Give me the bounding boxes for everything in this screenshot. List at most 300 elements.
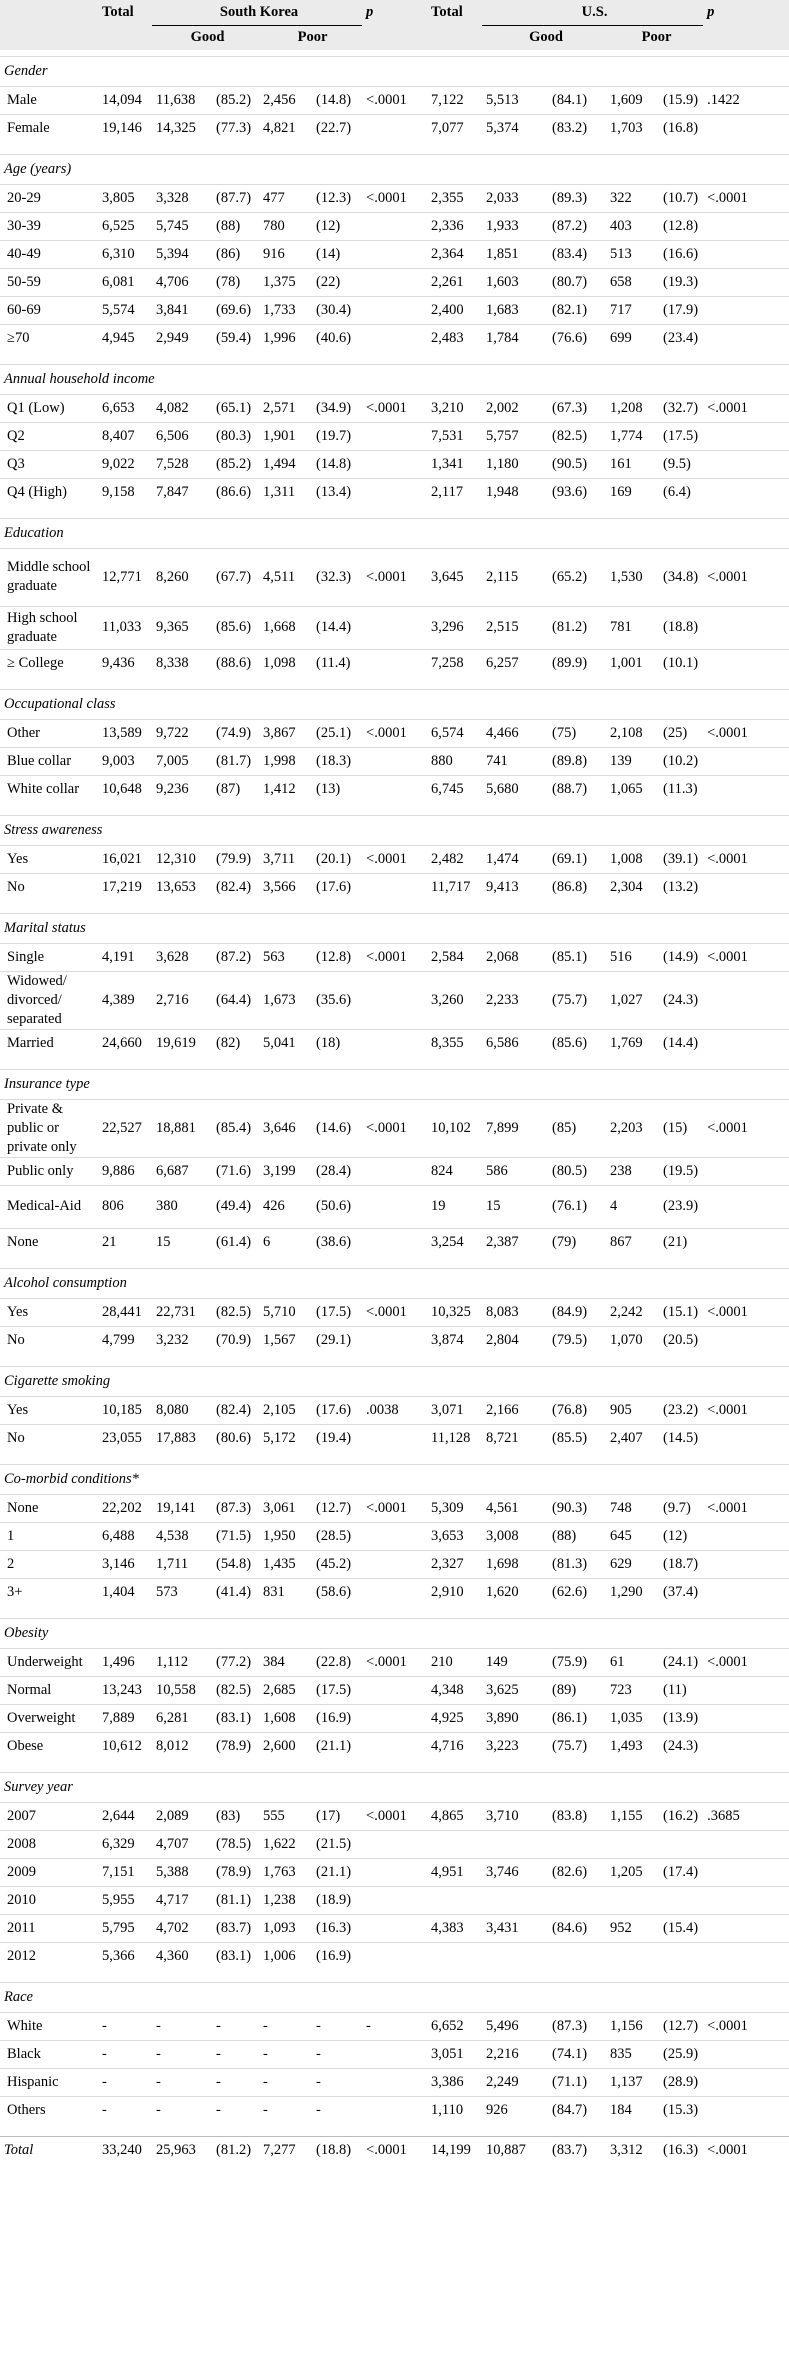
- table-cell: [427, 1830, 482, 1858]
- table-cell: 1,673: [259, 971, 312, 1029]
- table-cell: (85.1): [548, 943, 606, 971]
- table-cell: 477: [259, 184, 312, 212]
- table-cell: 4,360: [152, 1942, 212, 1970]
- table-cell: 426: [259, 1185, 312, 1228]
- table-cell: 2,105: [259, 1396, 312, 1424]
- table-cell: (18.7): [659, 1550, 703, 1578]
- table-cell: (49.4): [212, 1185, 259, 1228]
- table-body: [0, 50, 789, 2164]
- table-cell: -: [152, 2068, 212, 2096]
- table-cell: 5,496: [482, 2012, 548, 2040]
- spacer-cell: [0, 1057, 789, 1069]
- table-cell: 17,219: [98, 873, 152, 901]
- table-cell: (11.3): [659, 775, 703, 803]
- table-cell: [703, 1522, 789, 1550]
- table-cell: 629: [606, 1550, 659, 1578]
- table-cell: 1,404: [98, 1578, 152, 1606]
- table-cell: [362, 450, 427, 478]
- table-cell: (82.5): [548, 422, 606, 450]
- table-cell: .3685: [703, 1802, 789, 1830]
- table-cell: (28.5): [312, 1522, 362, 1550]
- table-cell: (87): [212, 775, 259, 803]
- table-cell: (17.6): [312, 873, 362, 901]
- table-cell: [703, 649, 789, 677]
- total-cell: (18.8): [312, 2136, 362, 2164]
- table-cell: [659, 1942, 703, 1970]
- table-row: [0, 2012, 789, 2040]
- table-cell: (45.2): [312, 1550, 362, 1578]
- total-cell: 10,887: [482, 2136, 548, 2164]
- table-cell: -: [98, 2012, 152, 2040]
- table-cell: 6,488: [98, 1522, 152, 1550]
- table-cell: 1,774: [606, 422, 659, 450]
- header-p-us: p: [707, 4, 715, 20]
- table-cell: 18,881: [152, 1099, 212, 1157]
- table-cell: [548, 1830, 606, 1858]
- table-cell: 3,646: [259, 1099, 312, 1157]
- table-cell: 2,515: [482, 606, 548, 649]
- table-cell: 10,185: [98, 1396, 152, 1424]
- table-cell: 9,236: [152, 775, 212, 803]
- section-title: Gender: [0, 56, 789, 86]
- table-cell: -: [98, 2040, 152, 2068]
- row-label: Medical-Aid: [0, 1185, 98, 1228]
- section-title: Co-morbid conditions*: [0, 1464, 789, 1494]
- table-cell: [703, 324, 789, 352]
- table-cell: 3,071: [427, 1396, 482, 1424]
- table-cell: 5,172: [259, 1424, 312, 1452]
- table-cell: 1,948: [482, 478, 548, 506]
- spacer-cell: [0, 901, 789, 913]
- table-cell: 717: [606, 296, 659, 324]
- table-cell: -: [212, 2012, 259, 2040]
- total-cell: (83.7): [548, 2136, 606, 2164]
- table-cell: 380: [152, 1185, 212, 1228]
- table-cell: 10,102: [427, 1099, 482, 1157]
- table-cell: (24.1): [659, 1648, 703, 1676]
- table-cell: 6,329: [98, 1830, 152, 1858]
- row-label: None: [0, 1494, 98, 1522]
- table-cell: 1,711: [152, 1550, 212, 1578]
- table-cell: (86.6): [212, 478, 259, 506]
- table-cell: 8,721: [482, 1424, 548, 1452]
- table-cell: 1,998: [259, 747, 312, 775]
- table-cell: 169: [606, 478, 659, 506]
- table-cell: 1,027: [606, 971, 659, 1029]
- table-cell: 1,733: [259, 296, 312, 324]
- table-cell: 824: [427, 1157, 482, 1185]
- table-cell: (69.1): [548, 845, 606, 873]
- row-label: Yes: [0, 845, 98, 873]
- table-cell: (89.9): [548, 649, 606, 677]
- table-cell: [362, 1914, 427, 1942]
- row-label: White collar: [0, 775, 98, 803]
- table-cell: (30.4): [312, 296, 362, 324]
- table-cell: 1,933: [482, 212, 548, 240]
- table-cell: 2,584: [427, 943, 482, 971]
- table-cell: (14.8): [312, 450, 362, 478]
- section-header-row: [0, 1618, 789, 1648]
- spacer-cell: [0, 1256, 789, 1268]
- table-cell: 1,567: [259, 1326, 312, 1354]
- table-row: [0, 2068, 789, 2096]
- table-cell: [362, 971, 427, 1029]
- table-cell: 14,094: [98, 86, 152, 114]
- header-row-sub: [0, 25, 789, 50]
- table-cell: 3,628: [152, 943, 212, 971]
- table-row: [0, 775, 789, 803]
- table-cell: [362, 240, 427, 268]
- table-cell: 9,722: [152, 719, 212, 747]
- table-cell: 2,571: [259, 394, 312, 422]
- row-label: Q3: [0, 450, 98, 478]
- spacer-cell: [0, 1760, 789, 1772]
- table-cell: 4,951: [427, 1858, 482, 1886]
- table-cell: 723: [606, 1676, 659, 1704]
- table-cell: (18.9): [312, 1886, 362, 1914]
- table-cell: 19,141: [152, 1494, 212, 1522]
- table-cell: (71.1): [548, 2068, 606, 2096]
- table-cell: 2,400: [427, 296, 482, 324]
- table-cell: (12.8): [312, 943, 362, 971]
- table-cell: (76.8): [548, 1396, 606, 1424]
- table-cell: 7,528: [152, 450, 212, 478]
- table-cell: 7,122: [427, 86, 482, 114]
- table-cell: 12,771: [98, 548, 152, 606]
- table-cell: -: [152, 2096, 212, 2124]
- table-row: [0, 422, 789, 450]
- row-label: Public only: [0, 1157, 98, 1185]
- table-cell: 1,851: [482, 240, 548, 268]
- section-title: Stress awareness: [0, 815, 789, 845]
- table-cell: [703, 1704, 789, 1732]
- table-cell: 9,886: [98, 1157, 152, 1185]
- row-label: Normal: [0, 1676, 98, 1704]
- table-cell: (75.9): [548, 1648, 606, 1676]
- table-cell: (83.2): [548, 114, 606, 142]
- section-title: Occupational class: [0, 689, 789, 719]
- table-cell: -: [152, 2040, 212, 2068]
- table-cell: [703, 1029, 789, 1057]
- table-cell: 6,745: [427, 775, 482, 803]
- row-label: Underweight: [0, 1648, 98, 1676]
- table-cell: 4,348: [427, 1676, 482, 1704]
- table-cell: 2,002: [482, 394, 548, 422]
- table-cell: <.0001: [362, 845, 427, 873]
- table-cell: 5,388: [152, 1858, 212, 1886]
- table-cell: [703, 240, 789, 268]
- table-cell: (80.3): [212, 422, 259, 450]
- table-cell: 8,080: [152, 1396, 212, 1424]
- table-cell: 3,296: [427, 606, 482, 649]
- table-cell: [362, 422, 427, 450]
- row-label: Q4 (High): [0, 478, 98, 506]
- section-header-row: [0, 1982, 789, 2012]
- table-cell: 11,128: [427, 1424, 482, 1452]
- table-cell: 4,799: [98, 1326, 152, 1354]
- table-cell: (21.1): [312, 1732, 362, 1760]
- table-cell: 1,238: [259, 1886, 312, 1914]
- table-cell: (80.7): [548, 268, 606, 296]
- table-row: [0, 971, 789, 1029]
- table-row: [0, 1494, 789, 1522]
- table-cell: 7,005: [152, 747, 212, 775]
- table-cell: 7,258: [427, 649, 482, 677]
- table-cell: (12.3): [312, 184, 362, 212]
- table-cell: (15.3): [659, 2096, 703, 2124]
- table-cell: <.0001: [703, 1298, 789, 1326]
- table-cell: -: [259, 2012, 312, 2040]
- table-cell: 780: [259, 212, 312, 240]
- table-cell: <.0001: [362, 184, 427, 212]
- table-cell: (87.3): [548, 2012, 606, 2040]
- table-cell: 8,260: [152, 548, 212, 606]
- header-p-sk: p: [366, 4, 374, 20]
- table-row: [0, 747, 789, 775]
- table-cell: [703, 114, 789, 142]
- table-cell: (28.4): [312, 1157, 362, 1185]
- table-cell: -: [212, 2096, 259, 2124]
- table-cell: (85.6): [212, 606, 259, 649]
- table-cell: [703, 1830, 789, 1858]
- header-south-korea: South Korea: [152, 0, 362, 25]
- table-cell: (85): [548, 1099, 606, 1157]
- table-cell: 3,645: [427, 548, 482, 606]
- table-cell: (17.5): [659, 422, 703, 450]
- table-cell: (82): [212, 1029, 259, 1057]
- table-cell: (16.9): [312, 1704, 362, 1732]
- table-cell: [606, 1886, 659, 1914]
- total-cell: <.0001: [362, 2136, 427, 2164]
- table-cell: 3,890: [482, 1704, 548, 1732]
- table-cell: 4,383: [427, 1914, 482, 1942]
- table-cell: 1,070: [606, 1326, 659, 1354]
- table-cell: (83.4): [548, 240, 606, 268]
- spacer-row: [0, 1452, 789, 1464]
- table-cell: (21.1): [312, 1858, 362, 1886]
- table-cell: (82.4): [212, 873, 259, 901]
- table-cell: 880: [427, 747, 482, 775]
- section-header-row: [0, 1069, 789, 1099]
- table-cell: (82.5): [212, 1298, 259, 1326]
- table-row: [0, 1157, 789, 1185]
- table-cell: 3,711: [259, 845, 312, 873]
- table-cell: (89.3): [548, 184, 606, 212]
- table-cell: [703, 971, 789, 1029]
- table-cell: [703, 775, 789, 803]
- table-cell: (38.6): [312, 1228, 362, 1256]
- table-row: [0, 649, 789, 677]
- table-cell: 2,261: [427, 268, 482, 296]
- table-cell: <.0001: [703, 184, 789, 212]
- table-cell: 3,210: [427, 394, 482, 422]
- table-cell: 1,412: [259, 775, 312, 803]
- table-cell: [362, 1676, 427, 1704]
- table-cell: [703, 1914, 789, 1942]
- table-cell: (81.3): [548, 1550, 606, 1578]
- table-cell: (39.1): [659, 845, 703, 873]
- row-label: Obese: [0, 1732, 98, 1760]
- table-cell: 1,341: [427, 450, 482, 478]
- table-row: [0, 450, 789, 478]
- header-total-sk: Total: [102, 4, 134, 20]
- table-cell: (32.7): [659, 394, 703, 422]
- table-cell: [703, 2068, 789, 2096]
- table-cell: 5,955: [98, 1886, 152, 1914]
- table-cell: 1,205: [606, 1858, 659, 1886]
- table-cell: [362, 1157, 427, 1185]
- table-cell: 2,685: [259, 1676, 312, 1704]
- row-label: Q1 (Low): [0, 394, 98, 422]
- total-cell: (81.2): [212, 2136, 259, 2164]
- header-good-sk: Good: [190, 29, 225, 46]
- table-cell: [362, 1029, 427, 1057]
- table-cell: <.0001: [703, 1099, 789, 1157]
- section-header-row: [0, 1366, 789, 1396]
- table-cell: (85.2): [212, 450, 259, 478]
- table-cell: 3,199: [259, 1157, 312, 1185]
- table-cell: (17.5): [312, 1676, 362, 1704]
- table-cell: [362, 114, 427, 142]
- table-cell: (78.5): [212, 1830, 259, 1858]
- table-cell: 2,242: [606, 1298, 659, 1326]
- table-cell: <.0001: [703, 943, 789, 971]
- table-cell: 1,156: [606, 2012, 659, 2040]
- table-cell: [362, 1732, 427, 1760]
- table-cell: (13.2): [659, 873, 703, 901]
- table-cell: (81.7): [212, 747, 259, 775]
- table-row: [0, 1396, 789, 1424]
- table-cell: 699: [606, 324, 659, 352]
- table-cell: [427, 1942, 482, 1970]
- table-cell: (23.2): [659, 1396, 703, 1424]
- table-cell: 13,653: [152, 873, 212, 901]
- table-cell: 3,254: [427, 1228, 482, 1256]
- table-cell: (16.2): [659, 1802, 703, 1830]
- table-cell: 2,482: [427, 845, 482, 873]
- table-cell: 3,874: [427, 1326, 482, 1354]
- table-cell: (10.7): [659, 184, 703, 212]
- table-cell: -: [212, 2068, 259, 2096]
- table-cell: 10,325: [427, 1298, 482, 1326]
- table-cell: (18.8): [659, 606, 703, 649]
- header-poor-sk: Poor: [297, 29, 328, 46]
- header-us: U.S.: [482, 0, 703, 25]
- table-row: [0, 1578, 789, 1606]
- table-cell: 4,716: [427, 1732, 482, 1760]
- table-cell: (83): [212, 1802, 259, 1830]
- table-cell: 6,652: [427, 2012, 482, 2040]
- table-row: [0, 943, 789, 971]
- section-title: Age (years): [0, 154, 789, 184]
- spacer-cell: [0, 1452, 789, 1464]
- table-cell: 6,586: [482, 1029, 548, 1057]
- table-cell: 2,117: [427, 478, 482, 506]
- table-cell: [362, 1522, 427, 1550]
- table-cell: (61.4): [212, 1228, 259, 1256]
- table-cell: 322: [606, 184, 659, 212]
- table-cell: 3,223: [482, 1732, 548, 1760]
- table-cell: (14.8): [312, 86, 362, 114]
- header-empty: [427, 25, 482, 50]
- table-cell: 2,108: [606, 719, 659, 747]
- table-cell: (86.1): [548, 1704, 606, 1732]
- spacer-cell: [0, 142, 789, 154]
- table-cell: (20.1): [312, 845, 362, 873]
- table-row: [0, 2040, 789, 2068]
- table-cell: 9,436: [98, 649, 152, 677]
- table-cell: (17.9): [659, 296, 703, 324]
- table-cell: (13): [312, 775, 362, 803]
- table-cell: (18): [312, 1029, 362, 1057]
- table-cell: (75.7): [548, 971, 606, 1029]
- table-row: [0, 1550, 789, 1578]
- table-cell: (14.6): [312, 1099, 362, 1157]
- table-cell: 1,609: [606, 86, 659, 114]
- row-label: Overweight: [0, 1704, 98, 1732]
- table-cell: 8,012: [152, 1732, 212, 1760]
- total-cell: 33,240: [98, 2136, 152, 2164]
- table-row: [0, 1522, 789, 1550]
- table-cell: [703, 2096, 789, 2124]
- table-cell: 4,191: [98, 943, 152, 971]
- table-row: [0, 1732, 789, 1760]
- table-cell: (29.1): [312, 1326, 362, 1354]
- table-cell: (75.7): [548, 1732, 606, 1760]
- table-cell: (90.3): [548, 1494, 606, 1522]
- table-cell: 563: [259, 943, 312, 971]
- spacer-row: [0, 1354, 789, 1366]
- table-cell: (19.5): [659, 1157, 703, 1185]
- table-cell: (83.1): [212, 1942, 259, 1970]
- table-cell: (12): [659, 1522, 703, 1550]
- table-cell: (16.9): [312, 1942, 362, 1970]
- table-cell: (82.4): [212, 1396, 259, 1424]
- table-cell: (11): [659, 1676, 703, 1704]
- table-cell: <.0001: [362, 943, 427, 971]
- table-cell: 7,899: [482, 1099, 548, 1157]
- table-cell: (71.6): [212, 1157, 259, 1185]
- table-cell: [703, 1326, 789, 1354]
- table-cell: (87.2): [548, 212, 606, 240]
- table-cell: (21.5): [312, 1830, 362, 1858]
- spacer-row: [0, 901, 789, 913]
- table-cell: <.0001: [703, 1494, 789, 1522]
- table-cell: (16.8): [659, 114, 703, 142]
- table-cell: (85.6): [548, 1029, 606, 1057]
- table-cell: (15): [659, 1099, 703, 1157]
- section-header-row: [0, 689, 789, 719]
- table-cell: 1,493: [606, 1732, 659, 1760]
- table-cell: 7,531: [427, 422, 482, 450]
- table-cell: 22,731: [152, 1298, 212, 1326]
- table-cell: (88.7): [548, 775, 606, 803]
- table-cell: (69.6): [212, 296, 259, 324]
- table-cell: [362, 2096, 427, 2124]
- table-row: [0, 1298, 789, 1326]
- table-cell: 8,407: [98, 422, 152, 450]
- row-label: 30-39: [0, 212, 98, 240]
- table-cell: 1,110: [427, 2096, 482, 2124]
- row-label: Other: [0, 719, 98, 747]
- spacer-row: [0, 677, 789, 689]
- table-cell: 1,435: [259, 1550, 312, 1578]
- section-header-row: [0, 1464, 789, 1494]
- section-header-row: [0, 1268, 789, 1298]
- table-cell: 10,648: [98, 775, 152, 803]
- table-cell: 926: [482, 2096, 548, 2124]
- table-cell: <.0001: [362, 1099, 427, 1157]
